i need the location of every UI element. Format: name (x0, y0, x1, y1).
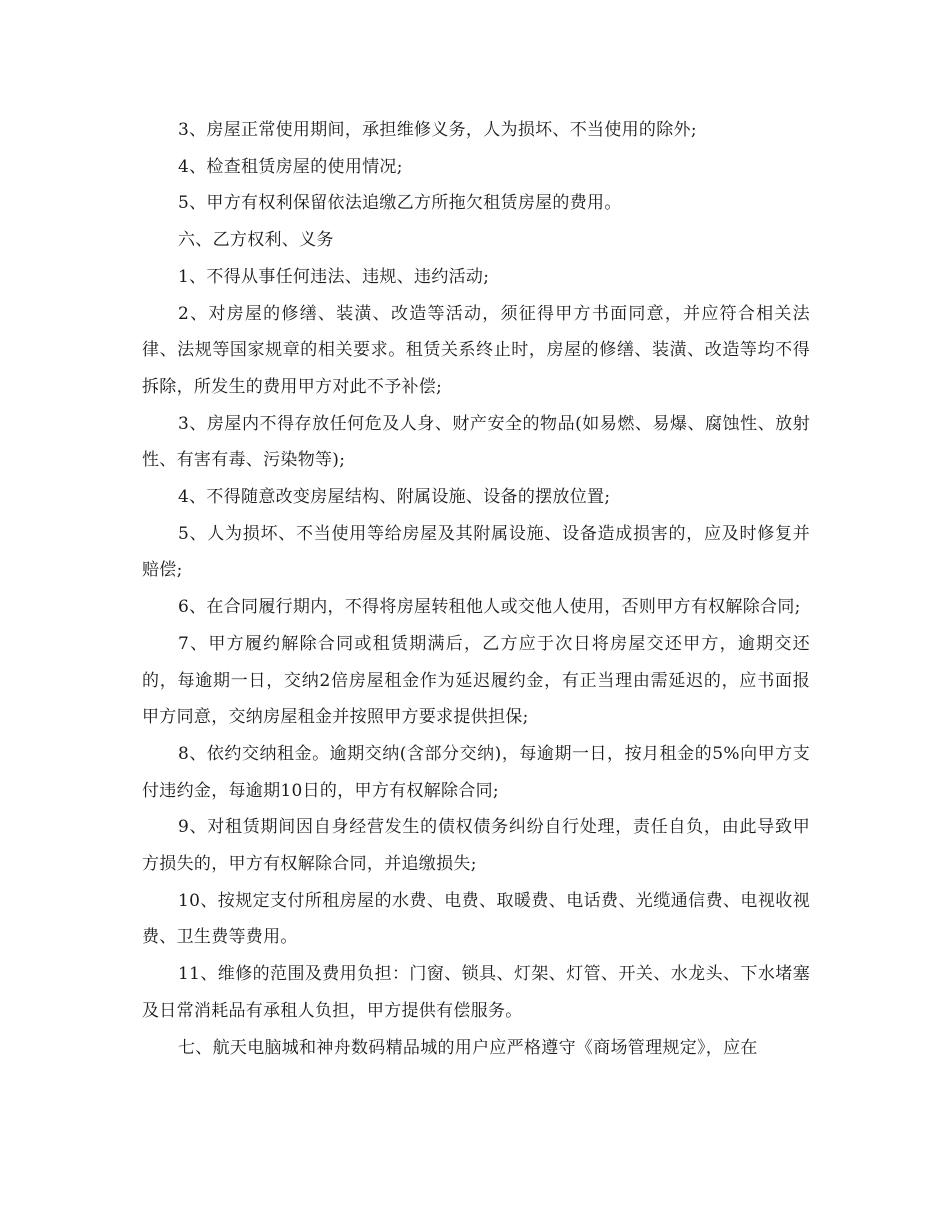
paragraph-tenant-duty-2: 2、对房屋的修缮、装潢、改造等活动，须征得甲方书面同意，并应符合相关法律、法规等国家规章的相关要求。租赁关系终止时，房屋的修缮、装潢、改造等均不得拆除，所发生的费用甲方对此不予补偿; (142, 303, 810, 397)
paragraph-tenant-duty-6: 6、在合同履行期内，不得将房屋转租他人或交他人使用，否则甲方有权解除合同; (178, 597, 801, 618)
document-body (142, 112, 810, 1066)
paragraph-tenant-duty-5: 5、人为损坏、不当使用等给房屋及其附属设施、设备造成损害的，应及时修复并赔偿; (142, 523, 810, 581)
paragraph-tenant-duty-1: 1、不得从事任何违法、违规、违约活动; (178, 266, 490, 287)
paragraph-tenant-duty-10: 10、按规定支付所租房屋的水费、电费、取暖费、电话费、光缆通信费、电视收视费、卫生费等费用。 (142, 890, 810, 948)
paragraph-tenant-duty-8: 8、依约交纳租金。逾期交纳(含部分交纳)，每逾期一日，按月租金的5%向甲方支付违约金，每逾期10日的，甲方有权解除合同; (142, 743, 810, 801)
paragraph-tenant-duty-7: 7、甲方履约解除合同或租赁期满后，乙方应于次日将房屋交还甲方，逾期交还的，每逾期一日，交纳2倍房屋租金作为延迟履约金，有正当理由需延迟的，应书面报甲方同意，交纳房屋租金并按照甲方要求提供担保; (142, 633, 810, 728)
section-heading-mall-rules: 七、航天电脑城和神舟数码精品城的用户应严格遵守《商场管理规定》，应在 (178, 1037, 758, 1058)
paragraph-tenant-duty-11: 11、维修的范围及费用负担：门窗、锁具、灯架、灯管、开关、水龙头、下水堵塞及日常消耗品有承租人负担，甲方提供有偿服务。 (142, 964, 810, 1021)
paragraph-landlord-duty-4: 4、检查租赁房屋的使用情况; (178, 156, 403, 177)
paragraph-landlord-duty-5: 5、甲方有权利保留依法追缴乙方所拖欠租赁房屋的费用。 (178, 193, 622, 214)
paragraph-tenant-duty-3: 3、房屋内不得存放任何危及人身、财产安全的物品(如易燃、易爆、腐蚀性、放射性、有害有毒、污染物等); (142, 413, 810, 471)
paragraph-landlord-duty-3: 3、房屋正常使用期间，承担维修义务，人为损坏、不当使用的除外; (178, 120, 697, 140)
paragraph-tenant-duty-4: 4、不得随意改变房屋结构、附属设施、设备的摆放位置; (178, 487, 611, 508)
paragraph-tenant-duty-9: 9、对租赁期间因自身经营发生的债权债务纠纷自行处理，责任自负，由此导致甲方损失的，甲方有权解除合同，并追缴损失; (142, 817, 810, 875)
section-heading-tenant-rights: 六、乙方权利、义务 (178, 230, 334, 251)
